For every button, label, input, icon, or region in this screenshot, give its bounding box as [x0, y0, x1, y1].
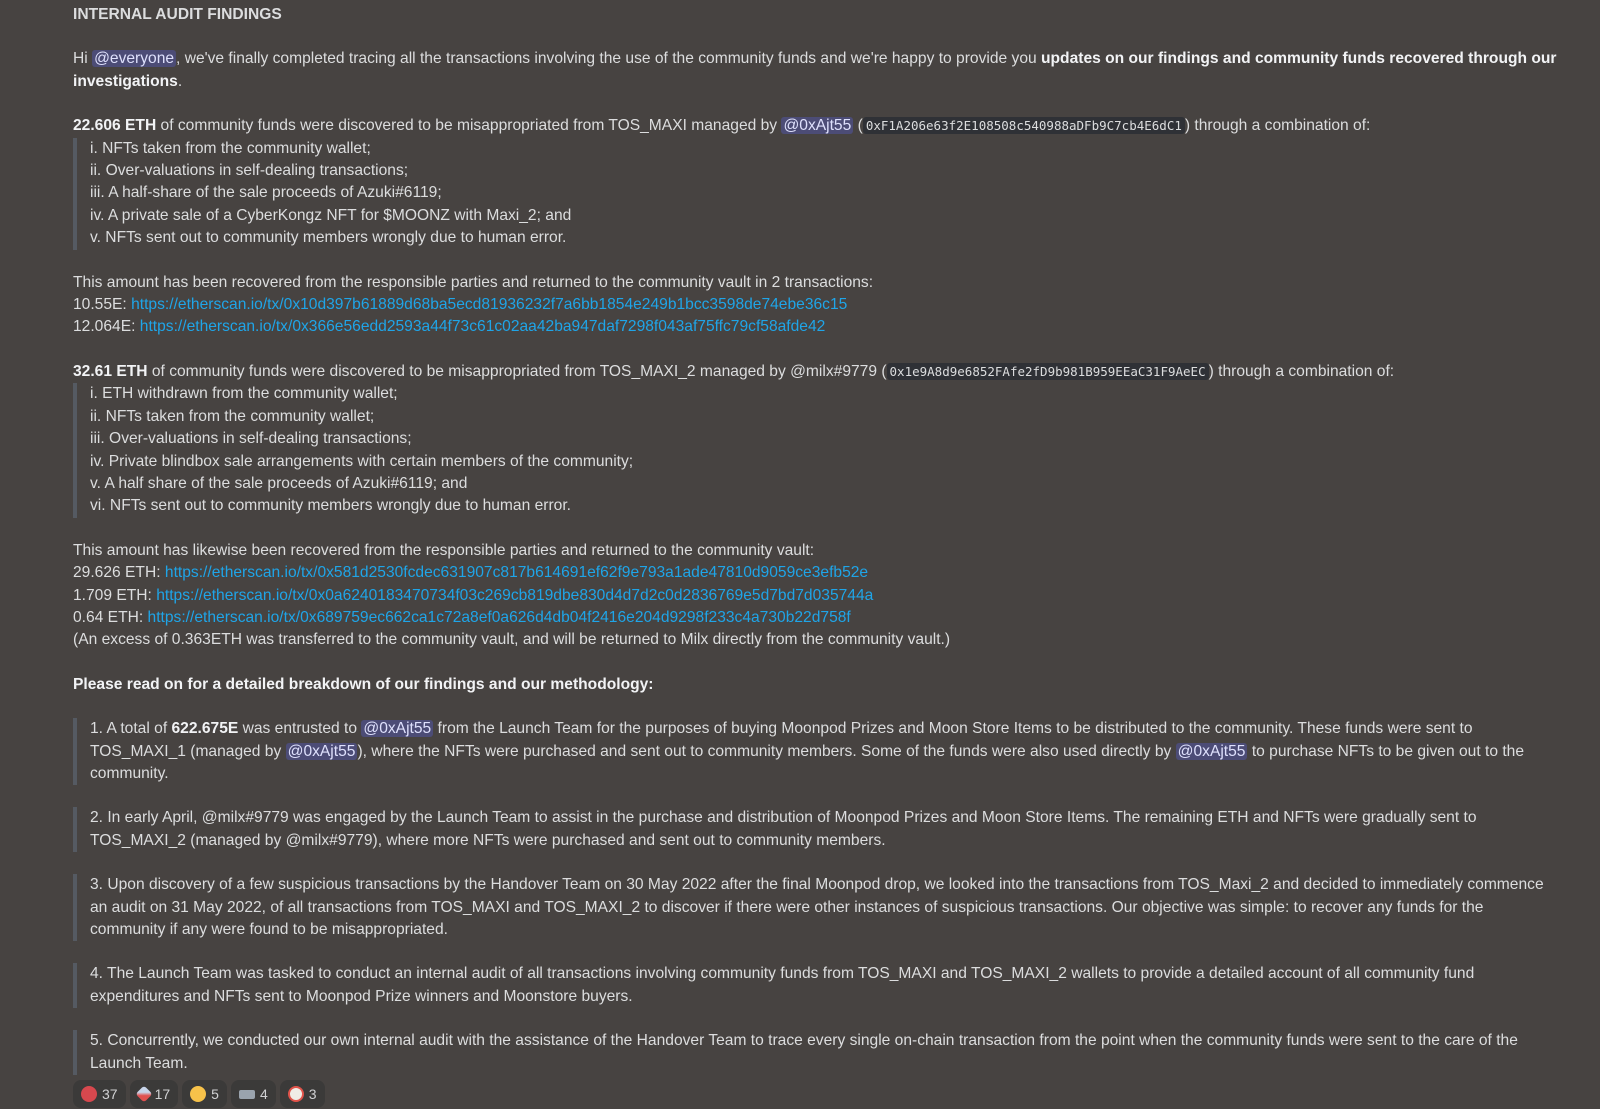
list-item: v. NFTs sent out to community members wrongly due to human error.	[90, 229, 567, 247]
reaction-bar	[73, 1080, 325, 1108]
finding-3: 3. Upon discovery of a few suspicious transactions by the Handover Team on 30 May 2022 after the final Moonpod drop, we looked into the transactions from TOS_Maxi_2 and decided to immediately commence an audit on 31 May 2022, of all transactions from TOS_MAXI and TOS_MAXI_2 to discover if there were other instances of suspicious transactions. Our objective was simple: to recover any funds for the community if any were found to be misappropriated.	[73, 874, 1563, 941]
finding-5: 5. Concurrently, we conducted our own internal audit with the assistance of the Handover Team to trace every single on-chain transaction from the point when the community funds were sent to the care of the Launch Team.	[73, 1030, 1563, 1075]
finding-2: 2. In early April, @milx#9779 was engaged by the Launch Team to assist in the purchase and distribution of Moonpod Prizes and Moon Store Items. The remaining ETH and NFTs were gradually sent to TOS_MAXI_2 (managed by @milx#9779), where more NFTs were purchased and sent out to community members.	[73, 807, 1563, 852]
list-item: iii. Over-valuations in self-dealing transactions;	[90, 430, 412, 448]
user-mention[interactable]: @0xAjt55	[1177, 742, 1246, 760]
reaction-clown[interactable]: 3	[280, 1080, 325, 1108]
angry-face-icon	[81, 1086, 97, 1102]
wallet-address: 0xF1A206e63f2E108508c540988aDFb9C7cb4E6dC1	[863, 117, 1185, 134]
user-mention[interactable]: @0xAjt55	[363, 720, 432, 738]
tx-row: 29.626 ETH: https://etherscan.io/tx/0x581d2530fcdec631907c817b614691ef62f9e793a1ade47810d9059ce3efb52e	[73, 564, 869, 582]
breakdown-heading: Please read on for a detailed breakdown of our findings and our methodology:	[73, 675, 654, 693]
section1-summary: 22.606 ETH of community funds were discovered to be misappropriated from TOS_MAXI managed by @0xAjt55 ( 0xF1A206e63f2E108508c540988aDFb9C7cb4E6dC1 ) through a combination of:	[73, 117, 1371, 135]
etherscan-link[interactable]: https://etherscan.io/tx/0x0a6240183470734f03c269cb819dbe830d4d7d2c0d2836769e5d7bd7d035744a	[156, 586, 874, 604]
section1-quote-list	[73, 138, 1563, 250]
message-title: INTERNAL AUDIT FINDINGS	[73, 6, 282, 23]
list-item: vi. NFTs sent out to community members wrongly due to human error.	[90, 497, 571, 515]
section1-recovered-text: This amount has been recovered from the responsible parties and returned to the community vault in 2 transactions:	[73, 273, 874, 291]
section2-quote-list	[73, 383, 1563, 517]
etherscan-link[interactable]: https://etherscan.io/tx/0x366e56edd2593a44f73c61c02aa42ba947daf7298f043af75ffc79cf58afde42	[139, 318, 826, 336]
list-item: i. ETH withdrawn from the community wallet;	[90, 385, 398, 403]
section2-summary: 32.61 ETH of community funds were discovered to be misappropriated from TOS_MAXI_2 managed by @milx#9779 ( 0x1e9A8d9e6852FAfe2fD9b981B959EEaC31F9AeEC ) through a combination of:	[73, 362, 1395, 380]
wallet-address: 0x1e9A8d9e6852FAfe2fD9b981B959EEaC31F9AeEC	[887, 363, 1209, 380]
section2-recovered-text: This amount has likewise been recovered from the responsible parties and returned to the community vault:	[73, 541, 815, 559]
list-item: ii. NFTs taken from the community wallet;	[90, 407, 375, 425]
finding-4: 4. The Launch Team was tasked to conduct an internal audit of all transactions involving community funds from TOS_MAXI and TOS_MAXI_2 wallets to provide a detailed account of all community fund expenditures and NFTs sent to Moonpod Prize winners and Moonstore buyers.	[73, 963, 1563, 1008]
list-item: v. A half share of the sale proceeds of Azuki#6119; and	[90, 474, 468, 492]
user-mention[interactable]: @0xAjt55	[783, 117, 852, 135]
ruler-icon	[239, 1090, 255, 1099]
tx-row: 10.55E: https://etherscan.io/tx/0x10d397b61889d68ba5ecd81936232f7a6bb1854e249b1bcc3598de74ebe36c15	[73, 296, 848, 314]
etherscan-link[interactable]: https://etherscan.io/tx/0x689759ec662ca1c72a8ef0a626d4db04f2416e204d9298f233c4a730b22d758f	[147, 608, 851, 626]
tx-row: 0.64 ETH: https://etherscan.io/tx/0x689759ec662ca1c72a8ef0a626d4db04f2416e204d9298f233c4a730b22d758f	[73, 608, 851, 626]
rocket-icon	[135, 1086, 152, 1103]
section2-amount: 32.61 ETH	[73, 362, 148, 380]
tx-row: 1.709 ETH: https://etherscan.io/tx/0x0a6240183470734f03c269cb819dbe830d4d7d2c0d2836769e5d7bd7d035744a	[73, 586, 874, 604]
reaction-confused[interactable]: 5	[182, 1080, 227, 1108]
list-item: iv. Private blindbox sale arrangements with certain members of the community;	[90, 452, 634, 470]
confused-face-icon	[190, 1086, 206, 1102]
list-item: iv. A private sale of a CyberKongz NFT for $MOONZ with Maxi_2; and	[90, 206, 572, 224]
list-item: iii. A half-share of the sale proceeds of Azuki#6119;	[90, 184, 442, 202]
reaction-angry[interactable]: 37	[73, 1080, 126, 1108]
reaction-ruler[interactable]: 4	[231, 1080, 276, 1108]
tx-row: 12.064E: https://etherscan.io/tx/0x366e56edd2593a44f73c61c02aa42ba947daf7298f043af75ffc79cf58afde42	[73, 318, 826, 336]
section1-amount: 22.606 ETH	[73, 117, 157, 135]
etherscan-link[interactable]: https://etherscan.io/tx/0x581d2530fcdec631907c817b614691ef62f9e793a1ade47810d9059ce3efb52e	[164, 564, 869, 582]
user-mention[interactable]: @0xAjt55	[287, 742, 356, 760]
clown-face-icon	[288, 1086, 304, 1102]
message-content	[73, 4, 1563, 1097]
etherscan-link[interactable]: https://etherscan.io/tx/0x10d397b61889d68ba5ecd81936232f7a6bb1854e249b1bcc3598de74ebe36c15	[131, 296, 848, 314]
excess-note: (An excess of 0.363ETH was transferred to the community vault, and will be returned to Milx directly from the community vault.)	[73, 631, 951, 649]
everyone-mention[interactable]: @everyone	[94, 50, 175, 68]
list-item: i. NFTs taken from the community wallet;	[90, 139, 371, 157]
finding-1: 1. A total of 622.675E was entrusted to @0xAjt55 from the Launch Team for the purposes of buying Moonpod Prizes and Moon Store Items to be distributed to the community. These funds were sent to TOS_MAXI_1 (managed by @0xAjt55 ), where the NFTs were purchased and sent out to community members. Some of the funds were also used directly by @0xAjt55 to purchase NFTs to be given out to the community.	[73, 718, 1563, 785]
reaction-rocket[interactable]: 17	[130, 1080, 179, 1108]
intro-paragraph: Hi @everyone , we've finally completed tracing all the transactions involving the use of the community funds and we're happy to provide you updates on our findings and community funds recovered through our investigations.	[73, 50, 1557, 90]
list-item: ii. Over-valuations in self-dealing transactions;	[90, 162, 409, 180]
